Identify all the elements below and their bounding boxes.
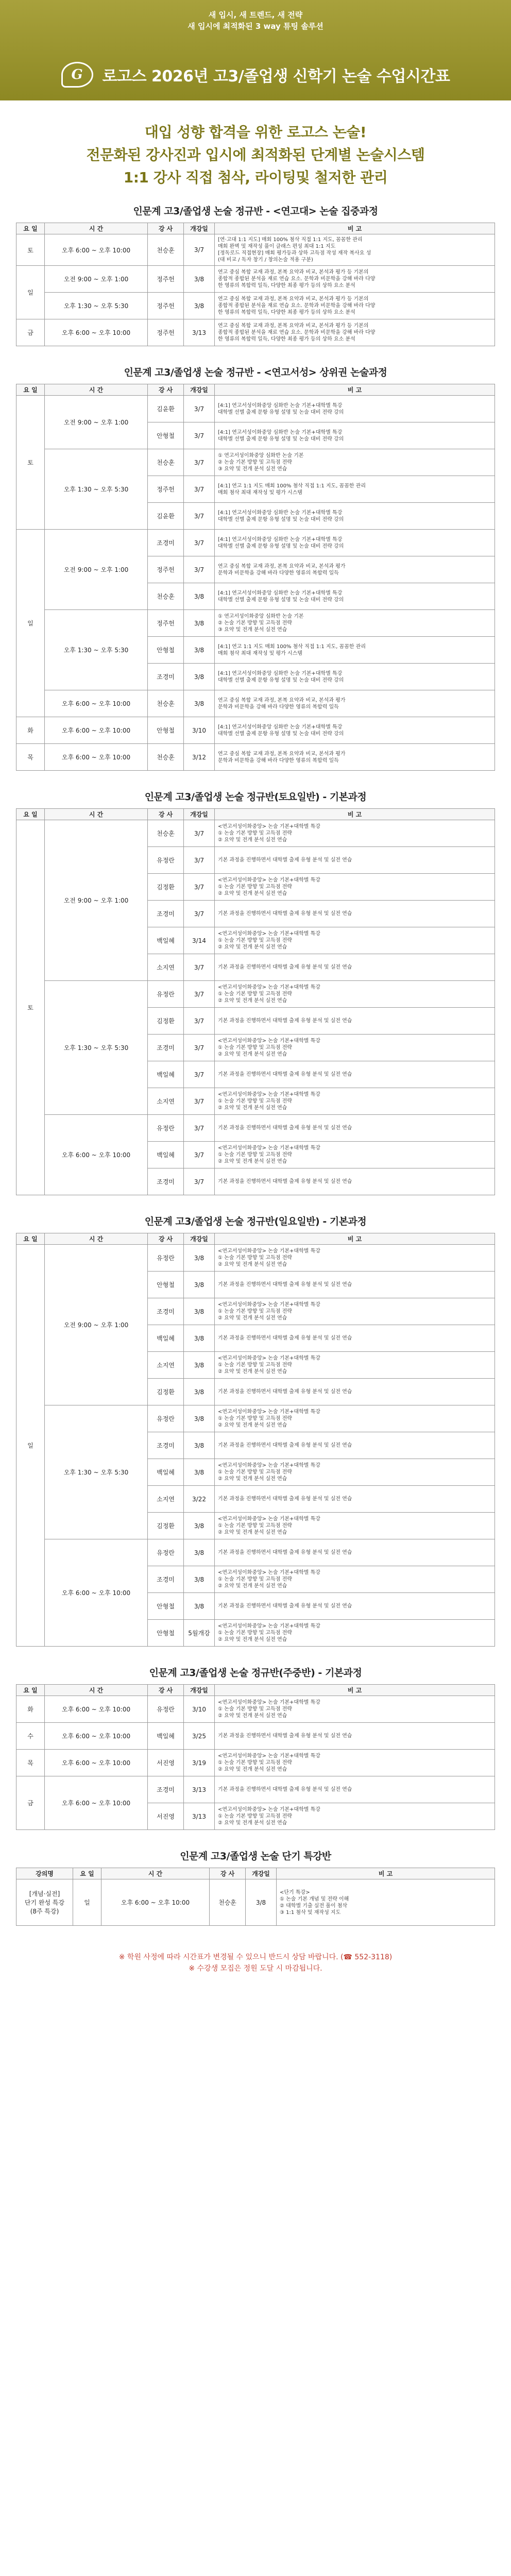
footer-line-1: ※ 학원 사정에 따라 시간표가 변경될 수 있으니 반드시 상담 바랍니다. (☎ 552-3118)	[118, 1953, 393, 1961]
table-row	[16, 1776, 495, 1803]
start-date-cell: 3/7	[184, 981, 215, 1008]
teacher-cell: 소지연	[148, 954, 184, 981]
note-cell: [연·고대 1:1 지도] 매회 100% 첨삭 직접 1:1 지도, 꼼꼼한 관리 매회 완벽 및 재작성 풀이 클래스 편성 최대 1:1 지도 [정독로드 직접현장] 매회 평가등과 상하 고득점 작성 재작 복사요 성 (대 비교 / 독자 창기 / 창의논술 적용 구분)	[215, 234, 495, 266]
teacher-cell: 조경미	[148, 1776, 184, 1803]
header-cell: 비 고	[215, 1685, 495, 1696]
schedule-table	[16, 1233, 495, 1647]
teacher-cell: 소지연	[148, 1486, 184, 1513]
teacher-cell: 천승훈	[148, 583, 184, 610]
special-title: 인문계 고3/졸업생 논술 단기 특강반	[180, 1851, 331, 1862]
start-date-cell: 3/14	[184, 927, 215, 954]
teacher-cell: 정주헌	[148, 476, 184, 503]
start-date-cell: 3/19	[184, 1750, 215, 1776]
hero-main	[0, 62, 511, 88]
note-cell: <연고서성이화중앙> 논술 기본+대학별 특강 ① 논술 기본 방향 및 고득점 전략 ② 요약 및 전개 분석 실전 연습	[215, 874, 495, 901]
time-cell: 오후 1:30 ~ 오후 5:30	[45, 293, 148, 319]
note-cell: ① 연고서성이화중앙 심화반 논술 기본 ② 논술 기본 방향 및 고득점 전략 ③ 요약 및 전개 분석 실전 연습	[215, 610, 495, 637]
note-cell: 기본 과정을 진행하면서 대학별 출제 유형 분석 및 실전 연습	[215, 1379, 495, 1405]
table-row	[16, 396, 495, 422]
teacher-cell: 정주헌	[148, 556, 184, 583]
teacher-cell: 조경미	[148, 1168, 184, 1195]
start-date-cell: 3/13	[184, 1803, 215, 1830]
time-cell: 오후 6:00 ~ 오후 10:00	[45, 1696, 148, 1723]
teacher-cell: 조경미	[148, 1566, 184, 1593]
header-cell: 개강일	[184, 223, 215, 234]
hero-banner	[0, 0, 511, 100]
start-date-cell: 3/7	[184, 476, 215, 503]
teacher-cell: 김정환	[148, 874, 184, 901]
header-cell: 시 간	[45, 1685, 148, 1696]
table-row	[16, 293, 495, 319]
note-cell: 기본 과정을 진행하면서 대학별 출제 유형 분석 및 실전 연습	[215, 1723, 495, 1750]
note-cell: <단기 특강> ① 논술 기본 개념 및 전략 이해 ② 대학별 기출 실전 풀이 첨삭 ③ 1:1 첨삭 및 재작성 지도	[277, 1879, 495, 1926]
start-date-cell: 3/7	[184, 820, 215, 847]
teacher-cell: 백일혜	[148, 1325, 184, 1352]
header-cell: 비 고	[277, 1868, 495, 1879]
table-row	[16, 717, 495, 744]
table-row	[16, 1723, 495, 1750]
time-cell: 오후 1:30 ~ 오후 5:30	[45, 1405, 148, 1539]
note-cell: <연고서성이화중앙> 논술 기본+대학별 특강 ① 논술 기본 방향 및 고득점 전략 ② 요약 및 전개 분석 실전 연습	[215, 927, 495, 954]
schedule-table	[16, 223, 495, 346]
header-cell: 요 일	[16, 1685, 45, 1696]
header-cell: 비 고	[215, 1233, 495, 1245]
start-date-cell: 3/8	[184, 664, 215, 690]
start-date-cell: 3/8	[184, 1298, 215, 1325]
teacher-cell: 안형철	[148, 1272, 184, 1298]
teacher-cell: 서진영	[148, 1750, 184, 1776]
note-cell: [4:1] 연고서성이화중앙 심화반 논술 기본+대학별 특강 대학별 선별 출제 문항 유형 설명 및 논술 대비 전략 강의	[215, 422, 495, 449]
day-cell: 일	[73, 1879, 101, 1926]
note-cell: <연고서성이화중앙> 논술 기본+대학별 특강 ① 논술 기본 방향 및 고득점 전략 ② 요약 및 전개 분석 실전 연습	[215, 981, 495, 1008]
teacher-cell: 백일혜	[148, 1723, 184, 1750]
teacher-cell: 정주헌	[148, 319, 184, 346]
section-title: 인문계 고3/졸업생 논술 정규반(토요일반) - 기본과정	[144, 791, 367, 803]
note-cell: <연고서성이화중앙> 논술 기본+대학별 특강 ① 논술 기본 방향 및 고득점 전략 ② 요약 및 전개 분석 실전 연습	[215, 1088, 495, 1115]
teacher-cell: 안형철	[148, 1620, 184, 1647]
time-cell: 오후 6:00 ~ 오후 10:00	[45, 690, 148, 717]
note-cell: <연고서성이화중앙> 논술 기본+대학별 특강 ① 논술 기본 방향 및 고득점 전략 ② 요약 및 전개 분석 실전 연습	[215, 1459, 495, 1486]
header-row	[16, 809, 495, 820]
note-cell: 기본 과정을 진행하면서 대학별 출제 유형 분석 및 실전 연습	[215, 1776, 495, 1803]
start-date-cell: 3/13	[184, 1776, 215, 1803]
section-title: 인문계 고3/졸업생 논술 정규반 - <연고서성> 상위권 논술과정	[124, 367, 387, 378]
teacher-cell: 유정란	[148, 1696, 184, 1723]
note-cell: [4:1] 연고서성이화중앙 심화반 논술 기본+대학별 특강 대학별 선별 출제 문항 유형 설명 및 논술 대비 전략 강의	[215, 503, 495, 530]
start-date-cell: 3/8	[184, 1593, 215, 1620]
start-date-cell: 3/8	[184, 1566, 215, 1593]
note-cell: [4:1] 연고서성이화중앙 심화반 논술 기본+대학별 특강 대학별 선별 출제 문항 유형 설명 및 논술 대비 전략 강의	[215, 530, 495, 556]
day-cell: 일	[16, 266, 45, 319]
start-date-cell: 3/7	[184, 847, 215, 874]
header-cell: 요 일	[73, 1868, 101, 1879]
day-cell: 목	[16, 1750, 45, 1776]
time-cell: 오전 9:00 ~ 오후 1:00	[45, 266, 148, 293]
teacher-cell: 유정란	[148, 1405, 184, 1432]
start-date-cell: 5월개강	[184, 1620, 215, 1647]
teacher-cell: 김정환	[148, 1513, 184, 1539]
header-cell: 강 사	[148, 1685, 184, 1696]
note-cell: <연고서성이화중앙> 논술 기본+대학별 특강 ① 논술 기본 방향 및 고득점 전략 ② 요약 및 전개 분석 실전 연습	[215, 1803, 495, 1830]
table-row	[16, 1115, 495, 1142]
time-cell: 오후 6:00 ~ 오후 10:00	[101, 1879, 210, 1926]
header-cell: 비 고	[215, 223, 495, 234]
note-cell: 연고 중심 복합 교재 과정, 본복 요약과 비교, 본석과 평가 문학과 비문학을 강해 바라 다양한 영류의 복합력 일득	[215, 744, 495, 771]
header-cell: 강의명	[16, 1868, 73, 1879]
start-date-cell: 3/8	[184, 266, 215, 293]
header-cell: 시 간	[45, 809, 148, 820]
header-cell: 개강일	[184, 809, 215, 820]
start-date-cell: 3/8	[184, 1352, 215, 1379]
time-cell: 오후 1:30 ~ 오후 5:30	[45, 981, 148, 1115]
teacher-cell: 유정란	[148, 847, 184, 874]
teacher-cell: 천승훈	[210, 1879, 246, 1926]
header-cell: 개강일	[184, 384, 215, 396]
teacher-cell: 조경미	[148, 1035, 184, 1061]
teacher-cell: 김윤환	[148, 396, 184, 422]
teacher-cell: 정주헌	[148, 293, 184, 319]
special-table	[16, 1868, 495, 1926]
teacher-cell: 김윤환	[148, 503, 184, 530]
table-row	[16, 319, 495, 346]
schedule-section	[16, 789, 495, 1195]
start-date-cell: 3/8	[184, 1539, 215, 1566]
hero-line-1: 새 입시, 새 트렌드, 새 전략	[208, 10, 303, 20]
footer-notice	[0, 1944, 511, 1995]
teacher-cell: 조경미	[148, 901, 184, 927]
header-cell: 요 일	[16, 384, 45, 396]
section-title: 인문계 고3/졸업생 논술 정규반(일요일반) - 기본과정	[144, 1216, 367, 1227]
day-cell: 금	[16, 319, 45, 346]
header-cell: 비 고	[215, 809, 495, 820]
start-date-cell: 3/7	[184, 530, 215, 556]
note-cell: [4:1] 연고서성이화중앙 심화반 논술 기본+대학별 특강 대학별 선별 출제 문항 유형 설명 및 논술 대비 전략 강의	[215, 717, 495, 744]
note-cell: <연고서성이화중앙> 논술 기본+대학별 특강 ① 논술 기본 방향 및 고득점 전략 ② 요약 및 전개 분석 실전 연습	[215, 1620, 495, 1647]
start-date-cell: 3/7	[184, 396, 215, 422]
day-cell: 일	[16, 530, 45, 717]
note-cell: <연고서성이화중앙> 논술 기본+대학별 특강 ① 논술 기본 방향 및 고득점 전략 ② 요약 및 전개 분석 실전 연습	[215, 1750, 495, 1776]
note-cell: 기본 과정을 진행하면서 대학별 출제 유형 분석 및 실전 연습	[215, 1168, 495, 1195]
start-date-cell: 3/7	[184, 1115, 215, 1142]
day-cell: 화	[16, 1696, 45, 1723]
table-row	[16, 744, 495, 771]
note-cell: <연고서성이화중앙> 논술 기본+대학별 특강 ① 논술 기본 방향 및 고득점 전략 ② 요약 및 전개 분석 실전 연습	[215, 1245, 495, 1272]
start-date-cell: 3/7	[184, 449, 215, 476]
teacher-cell: 안형철	[148, 717, 184, 744]
header-cell: 강 사	[148, 1233, 184, 1245]
day-cell: 일	[16, 1245, 45, 1647]
note-cell: 기본 과정을 진행하면서 대학별 출제 유형 분석 및 실전 연습	[215, 901, 495, 927]
day-cell: 토	[16, 234, 45, 266]
note-cell: <연고서성이화중앙> 논술 기본+대학별 특강 ① 논술 기본 방향 및 고득점 전략 ② 요약 및 전개 분석 실전 연습	[215, 1035, 495, 1061]
intro-line-3: 1:1 강사 직접 첨삭, 라이팅및 철저한 관리	[123, 169, 388, 186]
time-cell: 오후 6:00 ~ 오후 10:00	[45, 1723, 148, 1750]
note-cell: 기본 과정을 진행하면서 대학별 출제 유형 분석 및 실전 연습	[215, 1272, 495, 1298]
note-cell: 기본 과정을 진행하면서 대학별 출제 유형 분석 및 실전 연습	[215, 1325, 495, 1352]
teacher-cell: 백일혜	[148, 1459, 184, 1486]
teacher-cell: 천승훈	[148, 690, 184, 717]
header-cell: 시 간	[45, 384, 148, 396]
note-cell: 기본 과정을 진행하면서 대학별 출제 유형 분석 및 실전 연습	[215, 1432, 495, 1459]
day-cell: 화	[16, 717, 45, 744]
table-row	[16, 1696, 495, 1723]
start-date-cell: 3/7	[184, 1168, 215, 1195]
start-date-cell: 3/13	[184, 319, 215, 346]
teacher-cell: 조경미	[148, 530, 184, 556]
start-date-cell: 3/7	[184, 1061, 215, 1088]
header-row	[16, 1233, 495, 1245]
start-date-cell: 3/7	[184, 1035, 215, 1061]
note-cell: [4:1] 연고서성이화중앙 심화반 논술 기본+대학별 특강 대학별 선별 출제 문항 유형 설명 및 논술 대비 전략 강의	[215, 396, 495, 422]
table-row	[16, 1245, 495, 1272]
section-title: 인문계 고3/졸업생 논술 정규반 - <연고대> 논술 집중과정	[133, 206, 378, 217]
time-cell: 오전 9:00 ~ 오후 1:00	[45, 396, 148, 449]
page-title: 로고스 2026년 고3/졸업생 신학기 논술 수업시간표	[102, 67, 450, 86]
note-cell: ① 연고서성이화중앙 심화반 논술 기본 ② 논술 기본 방향 및 고득점 전략 ③ 요약 및 전개 분석 실전 연습	[215, 449, 495, 476]
note-cell: 기본 과정을 진행하면서 대학별 출제 유형 분석 및 실전 연습	[215, 954, 495, 981]
header-cell: 시 간	[101, 1868, 210, 1879]
start-date-cell: 3/7	[184, 954, 215, 981]
teacher-cell: 김정환	[148, 1379, 184, 1405]
teacher-cell: 백일혜	[148, 1142, 184, 1168]
time-cell: 오후 6:00 ~ 오후 10:00	[45, 744, 148, 771]
schedule-sections	[0, 204, 511, 1830]
time-cell: 오전 9:00 ~ 오후 1:00	[45, 1245, 148, 1405]
start-date-cell: 3/8	[184, 1405, 215, 1432]
note-cell: 연고 중심 복합 교재 과정, 본복 요약과 비교, 본석과 평가 등 기본의 종합적 종합된 분석을 재료 연습 요소. 문학과 비문학을 강해 바라 다양 한 영류의 복합력 일득, 다양한 최종 평가 등의 상하 요소 분석	[215, 319, 495, 346]
time-cell: 오후 1:30 ~ 오후 5:30	[45, 610, 148, 690]
day-cell: 수	[16, 1723, 45, 1750]
teacher-cell: 안형철	[148, 637, 184, 664]
teacher-cell: 천승훈	[148, 234, 184, 266]
time-cell: 오후 6:00 ~ 오후 10:00	[45, 234, 148, 266]
teacher-cell: 백일혜	[148, 1061, 184, 1088]
header-cell: 비 고	[215, 384, 495, 396]
time-cell: 오후 6:00 ~ 오후 10:00	[45, 1115, 148, 1195]
note-cell: 기본 과정을 진행하면서 대학별 출제 유형 분석 및 실전 연습	[215, 847, 495, 874]
header-cell: 개강일	[184, 1233, 215, 1245]
footer-line-2: ※ 수강생 모집은 정원 도달 시 마감됩니다.	[189, 1964, 322, 1973]
hero-line-2: 새 입시에 최적화된 3 way 튜팅 솔루션	[188, 22, 323, 31]
time-cell: 오후 6:00 ~ 오후 10:00	[45, 1776, 148, 1830]
time-cell: 오후 6:00 ~ 오후 10:00	[45, 717, 148, 744]
note-cell: [4:1] 연고 1:1 지도 매회 100% 첨삭 직접 1:1 지도, 꼼꼼한 관리 매회 첨삭 최대 재작성 및 평가 시스템	[215, 476, 495, 503]
teacher-cell: 유정란	[148, 981, 184, 1008]
note-cell: 연고 중심 복합 교재 과정, 본복 요약과 비교, 본석과 평가 등 기본의 종합적 종합된 분석을 재료 연습 요소. 문학과 비문학을 강해 바라 다양 한 영류의 복합력 일득, 다양한 최종 평가 등의 상하 요소 분석	[215, 266, 495, 293]
start-date-cell: 3/8	[184, 1245, 215, 1272]
start-date-cell: 3/7	[184, 1008, 215, 1035]
course-name: [개념·실전] 단기 완성 특강 (8주 특강)	[16, 1879, 73, 1926]
teacher-cell: 유정란	[148, 1245, 184, 1272]
time-cell: 오후 6:00 ~ 오후 10:00	[45, 319, 148, 346]
start-date-cell: 3/8	[184, 1272, 215, 1298]
schedule-table	[16, 384, 495, 771]
table-row	[16, 820, 495, 847]
teacher-cell: 조경미	[148, 664, 184, 690]
header-cell: 개강일	[184, 1685, 215, 1696]
start-date-cell: 3/8	[184, 637, 215, 664]
header-cell: 요 일	[16, 1233, 45, 1245]
teacher-cell: 안형철	[148, 422, 184, 449]
note-cell: 연고 중심 복합 교재 과정, 본복 요약과 비교, 본석과 평가 문학과 비문학을 강해 바라 다양한 영류의 복합력 일득	[215, 556, 495, 583]
note-cell: <연고서성이화중앙> 논술 기본+대학별 특강 ① 논술 기본 방향 및 고득점 전략 ② 요약 및 전개 분석 실전 연습	[215, 1513, 495, 1539]
table-row	[16, 690, 495, 717]
start-date-cell: 3/12	[184, 744, 215, 771]
note-cell: <연고서성이화중앙> 논술 기본+대학별 특강 ① 논술 기본 방향 및 고득점 전략 ② 요약 및 전개 분석 실전 연습	[215, 1298, 495, 1325]
note-cell: <연고서성이화중앙> 논술 기본+대학별 특강 ① 논술 기본 방향 및 고득점 전략 ② 요약 및 전개 분석 실전 연습	[215, 1142, 495, 1168]
time-cell: 오후 6:00 ~ 오후 10:00	[45, 1539, 148, 1647]
note-cell: <연고서성이화중앙> 논술 기본+대학별 특강 ① 논술 기본 방향 및 고득점 전략 ② 요약 및 전개 분석 실전 연습	[215, 820, 495, 847]
note-cell: 기본 과정을 진행하면서 대학별 출제 유형 분석 및 실전 연습	[215, 1486, 495, 1513]
note-cell: 기본 과정을 진행하면서 대학별 출제 유형 분석 및 실전 연습	[215, 1115, 495, 1142]
start-date-cell: 3/8	[184, 293, 215, 319]
special-header-row	[16, 1868, 495, 1879]
schedule-table	[16, 808, 495, 1195]
start-date-cell: 3/8	[184, 583, 215, 610]
teacher-cell: 백일혜	[148, 927, 184, 954]
logos-logo: G	[61, 62, 93, 88]
header-row	[16, 1685, 495, 1696]
table-row	[16, 1539, 495, 1566]
time-cell: 오전 9:00 ~ 오후 1:00	[45, 820, 148, 981]
teacher-cell: 안형철	[148, 1593, 184, 1620]
header-cell: 요 일	[16, 223, 45, 234]
teacher-cell: 유정란	[148, 1115, 184, 1142]
header-cell: 개강일	[246, 1868, 277, 1879]
section-title: 인문계 고3/졸업생 논술 정규반(주중반) - 기본과정	[149, 1667, 362, 1679]
start-date-cell: 3/22	[184, 1486, 215, 1513]
schedule-section	[16, 1214, 495, 1647]
schedule-section	[16, 365, 495, 771]
note-cell: [4:1] 연고 1:1 지도 매회 100% 첨삭 직접 1:1 지도, 꼼꼼한 관리 매회 첨삭 최대 재작성 및 평가 시스템	[215, 637, 495, 664]
teacher-cell: 천승훈	[148, 820, 184, 847]
schedule-table	[16, 1684, 495, 1830]
table-row	[16, 610, 495, 637]
note-cell: 기본 과정을 진행하면서 대학별 출제 유형 분석 및 실전 연습	[215, 1008, 495, 1035]
time-cell: 오전 9:00 ~ 오후 1:00	[45, 530, 148, 610]
teacher-cell: 김정환	[148, 1008, 184, 1035]
teacher-cell: 정주헌	[148, 266, 184, 293]
start-date-cell: 3/7	[184, 503, 215, 530]
note-cell: 기본 과정을 진행하면서 대학별 출제 유형 분석 및 실전 연습	[215, 1061, 495, 1088]
header-cell: 강 사	[148, 223, 184, 234]
note-cell: 연고 중심 복합 교재 과정, 본복 요약과 비교, 본석과 평가 등 기본의 종합적 종합된 분석을 재료 연습 요소. 문학과 비문학을 강해 바라 다양 한 영류의 복합력 일득, 다양한 최종 평가 등의 상하 요소 분석	[215, 293, 495, 319]
intro-line-2: 전문화된 강사진과 입시에 최적화된 단계별 논술시스템	[86, 146, 425, 163]
time-cell: 오후 1:30 ~ 오후 5:30	[45, 449, 148, 530]
intro	[0, 100, 511, 204]
teacher-cell: 조경미	[148, 1432, 184, 1459]
teacher-cell: 천승훈	[148, 744, 184, 771]
note-cell: 기본 과정을 진행하면서 대학별 출제 유형 분석 및 실전 연습	[215, 1593, 495, 1620]
start-date-cell: 3/8	[184, 1432, 215, 1459]
start-date-cell: 3/8	[246, 1879, 277, 1926]
schedule-section	[16, 204, 495, 346]
header-cell: 시 간	[45, 223, 148, 234]
header-cell: 요 일	[16, 809, 45, 820]
special-section	[16, 1849, 495, 1926]
table-row	[16, 981, 495, 1008]
start-date-cell: 3/7	[184, 422, 215, 449]
start-date-cell: 3/10	[184, 1696, 215, 1723]
note-cell: [4:1] 연고서성이화중앙 심화반 논술 기본+대학별 특강 대학별 선별 출제 문항 유형 설명 및 논술 대비 전략 강의	[215, 583, 495, 610]
teacher-cell: 천승훈	[148, 449, 184, 476]
teacher-cell: 정주헌	[148, 610, 184, 637]
start-date-cell: 3/7	[184, 1088, 215, 1115]
start-date-cell: 3/8	[184, 1459, 215, 1486]
table-row	[16, 1750, 495, 1776]
day-cell: 목	[16, 744, 45, 771]
start-date-cell: 3/7	[184, 901, 215, 927]
time-cell: 오후 6:00 ~ 오후 10:00	[45, 1750, 148, 1776]
teacher-cell: 소지연	[148, 1088, 184, 1115]
table-row	[16, 449, 495, 476]
start-date-cell: 3/8	[184, 1325, 215, 1352]
start-date-cell: 3/8	[184, 610, 215, 637]
note-cell: <연고서성이화중앙> 논술 기본+대학별 특강 ① 논술 기본 방향 및 고득점 전략 ② 요약 및 전개 분석 실전 연습	[215, 1696, 495, 1723]
header-cell: 시 간	[45, 1233, 148, 1245]
start-date-cell: 3/8	[184, 1513, 215, 1539]
header-cell: 강 사	[210, 1868, 246, 1879]
teacher-cell: 서진영	[148, 1803, 184, 1830]
note-cell: <연고서성이화중앙> 논술 기본+대학별 특강 ① 논술 기본 방향 및 고득점 전략 ② 요약 및 전개 분석 실전 연습	[215, 1352, 495, 1379]
header-row	[16, 384, 495, 396]
teacher-cell: 소지연	[148, 1352, 184, 1379]
header-cell: 강 사	[148, 809, 184, 820]
table-row	[16, 1405, 495, 1432]
table-row	[16, 266, 495, 293]
day-cell: 토	[16, 396, 45, 530]
note-cell: <연고서성이화중앙> 논술 기본+대학별 특강 ① 논술 기본 방향 및 고득점 전략 ② 요약 및 전개 분석 실전 연습	[215, 1566, 495, 1593]
start-date-cell: 3/8	[184, 1379, 215, 1405]
note-cell: 기본 과정을 진행하면서 대학별 출제 유형 분석 및 실전 연습	[215, 1539, 495, 1566]
day-cell: 토	[16, 820, 45, 1195]
header-cell: 강 사	[148, 384, 184, 396]
table-row	[16, 234, 495, 266]
table-row	[16, 1879, 495, 1926]
start-date-cell: 3/10	[184, 717, 215, 744]
note-cell: 연고 중심 복합 교재 과정, 본복 요약과 비교, 본석과 평가 문학과 비문학을 강해 바라 다양한 영류의 복합력 일득	[215, 690, 495, 717]
intro-line-1: 대입 성향 합격을 위한 로고스 논술!	[144, 124, 367, 141]
note-cell: [4:1] 연고서성이화중앙 심화반 논술 기본+대학별 특강 대학별 선별 출제 문항 유형 설명 및 논술 대비 전략 강의	[215, 664, 495, 690]
header-row	[16, 223, 495, 234]
start-date-cell: 3/7	[184, 556, 215, 583]
start-date-cell: 3/25	[184, 1723, 215, 1750]
start-date-cell: 3/7	[184, 874, 215, 901]
table-row	[16, 530, 495, 556]
start-date-cell: 3/8	[184, 690, 215, 717]
start-date-cell: 3/7	[184, 234, 215, 266]
start-date-cell: 3/7	[184, 1142, 215, 1168]
teacher-cell: 조경미	[148, 1298, 184, 1325]
schedule-section	[16, 1665, 495, 1830]
teacher-cell: 유정란	[148, 1539, 184, 1566]
hero-subtitle	[0, 9, 511, 32]
note-cell: <연고서성이화중앙> 논술 기본+대학별 특강 ① 논술 기본 방향 및 고득점 전략 ② 요약 및 전개 분석 실전 연습	[215, 1405, 495, 1432]
day-cell: 금	[16, 1776, 45, 1830]
